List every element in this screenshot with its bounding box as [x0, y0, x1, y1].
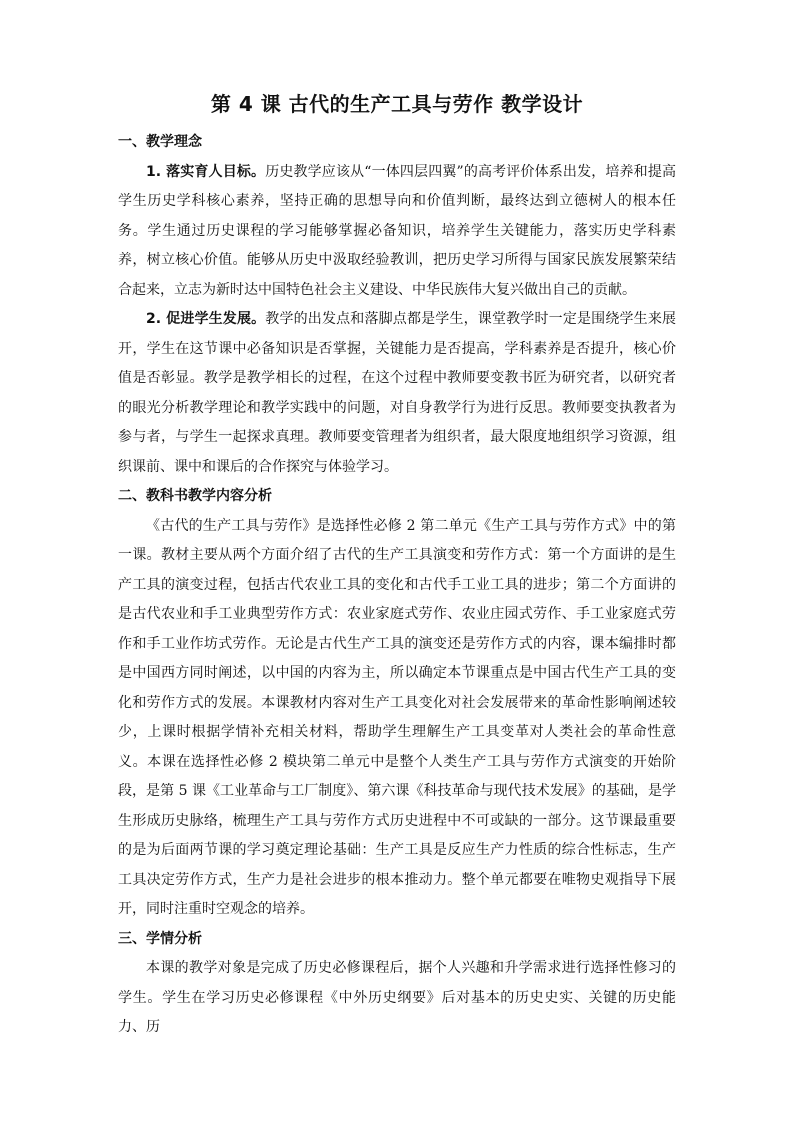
paragraph-text: 《古代的生产工具与劳作》是选择性必修 2 第二单元《生产工具与劳作方式》中的第一课。教材主要从两个方面介绍了古代的生产工具演变和劳作方式：第一个方面讲的是生产工具的演变过程，包括古代农业工具的变化和古代手工业工具的进步；第二个方面讲的是古代农业和手工业典型劳作方式：农业家庭式劳作、农业庄园式劳作、手工业家庭式劳作和手工业作坊式劳作。无论是古代生产工具的演变还是劳作方式的内容，课本编排时都是中国西方同时阐述，以中国的内容为主，所以确定本节课重点是中国古代生产工具的变化和劳作方式的发展。本课教材内容对生产工具变化对社会发展带来的革命性影响阐述较少，上课时根据学情补充相关材料，帮助学生理解生产工具变革对人类社会的革命性意义。本课在选择性必修 2 模块第二单元中是整个人类生产工具与劳作方式演变的开始阶段，是第 5 课《工业革命与工厂制度》、第六课《科技革命与现代技术发展》的基础，是学生形成历史脉络，梳理生产工具与劳作方式历史进程中不可或缺的一部分。这节课最重要的是为后面两节课的学习奠定理论基础：生产工具是反应生产力性质的综合性标志，生产工具决定劳作方式，生产力是社会进步的根本推动力。整个单元都要在唯物史观指导下展开，同时注重时空观念的培养。: [118, 517, 676, 917]
paragraph-lead: 2. 促进学生发展。: [146, 311, 266, 327]
paragraph-lead: 1. 落实育人目标。: [146, 163, 266, 180]
section-heading-learner-analysis: 三、学情分析: [118, 930, 202, 947]
document-body: [118, 128, 676, 1043]
paragraph: [118, 158, 676, 306]
paragraph: [118, 305, 676, 482]
paragraph: [118, 512, 676, 925]
paragraph-text: 历史教学应该从“一体四层四翼”的高考评价体系出发，培养和提高学生历史学科核心素养，坚持正确的思想导向和价值判断，最终达到立德树人的根本任务。学生通过历史课程的学习能够掌握必备知识，培养学生关键能力，落实历史学科素养，树立核心价值。能够从历史中汲取经验教训，把历史学习所得与国家民族发展繁荣结合起来，立志为新时达中国特色社会主义建设、中华民族伟大复兴做出自己的贡献。: [118, 163, 676, 298]
document-title: 第 4 课 古代的生产工具与劳作 教学设计: [210, 92, 584, 116]
paragraph-text: 本课的教学对象是完成了历史必修课程后，据个人兴趣和升学需求进行选择性修习的学生。学生在学习历史必修课程《中外历史纲要》后对基本的历史史实、关键的历史能力、历: [118, 960, 676, 1035]
paragraph: [118, 954, 676, 1043]
section-heading-teaching-philosophy: 一、教学理念: [118, 134, 202, 150]
paragraph-text: 教学的出发点和落脚点都是学生，课堂教学时一定是围绕学生来展开，学生在这节课中必备知识是否掌握，关键能力是否提高，学科素养是否提升，核心价值是否彰显。教学是教学相长的过程，在这个过程中教师要变教书匠为研究者，以研究者的眼光分析教学理论和教学实践中的问题，对自身教学行为进行反思。教师要变执教者为参与者，与学生一起探求真理。教师要变管理者为组织者，最大限度地组织学习资源，组织课前、课中和课后的合作探究与体验学习。: [118, 311, 676, 475]
section-heading-textbook-analysis: 二、教科书教学内容分析: [118, 488, 272, 504]
